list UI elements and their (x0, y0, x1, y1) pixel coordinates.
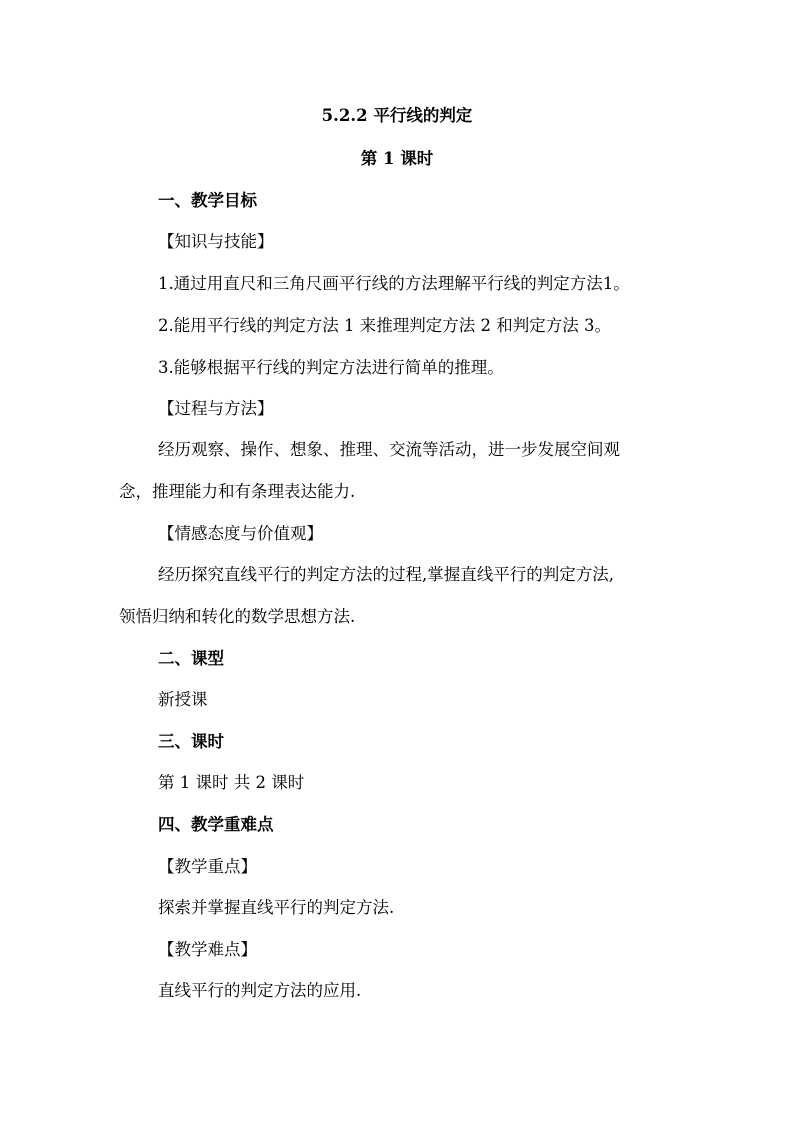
objective-item-1: 1.通过用直尺和三角尺画平行线的方法理解平行线的判定方法1。 (158, 274, 630, 293)
key-points-text: 探索并掌握直线平行的判定方法. (158, 898, 395, 917)
subheading-key-points: 【教学重点】 (158, 857, 257, 876)
section-heading-objectives: 一、教学目标 (158, 191, 257, 210)
section-heading-periods: 三、课时 (158, 732, 224, 751)
subheading-process-methods: 【过程与方法】 (158, 399, 274, 418)
objective-item-3: 3.能够根据平行线的判定方法进行简单的推理。 (158, 358, 504, 377)
difficult-points-text: 直线平行的判定方法的应用. (158, 981, 362, 1000)
periods-value: 第 1 课时 共 2 课时 (158, 773, 305, 792)
subheading-knowledge-skills: 【知识与技能】 (158, 232, 274, 251)
document-subtitle: 第 1 课时 (360, 149, 434, 168)
objective-item-2: 2.能用平行线的判定方法 1 来推理判定方法 2 和判定方法 3。 (158, 316, 611, 335)
process-paragraph-line-1: 经历观察、操作、想象、推理、交流等活动，进一步发展空间观 (158, 440, 620, 459)
section-heading-key-difficult-points: 四、教学重难点 (158, 815, 274, 834)
section-heading-lesson-type: 二、课型 (158, 649, 224, 668)
subheading-difficult-points: 【教学难点】 (158, 940, 257, 959)
process-paragraph-line-2: 念，推理能力和有条理表达能力. (119, 482, 356, 501)
document-title: 5.2.2 平行线的判定 (321, 106, 473, 125)
subheading-emotion-values: 【情感态度与价值观】 (158, 524, 323, 543)
values-paragraph-line-2: 领悟归纳和转化的数学思想方法. (119, 607, 356, 626)
lesson-type-value: 新授课 (158, 690, 208, 709)
values-paragraph-line-1: 经历探究直线平行的判定方法的过程,掌握直线平行的判定方法, (158, 565, 614, 584)
